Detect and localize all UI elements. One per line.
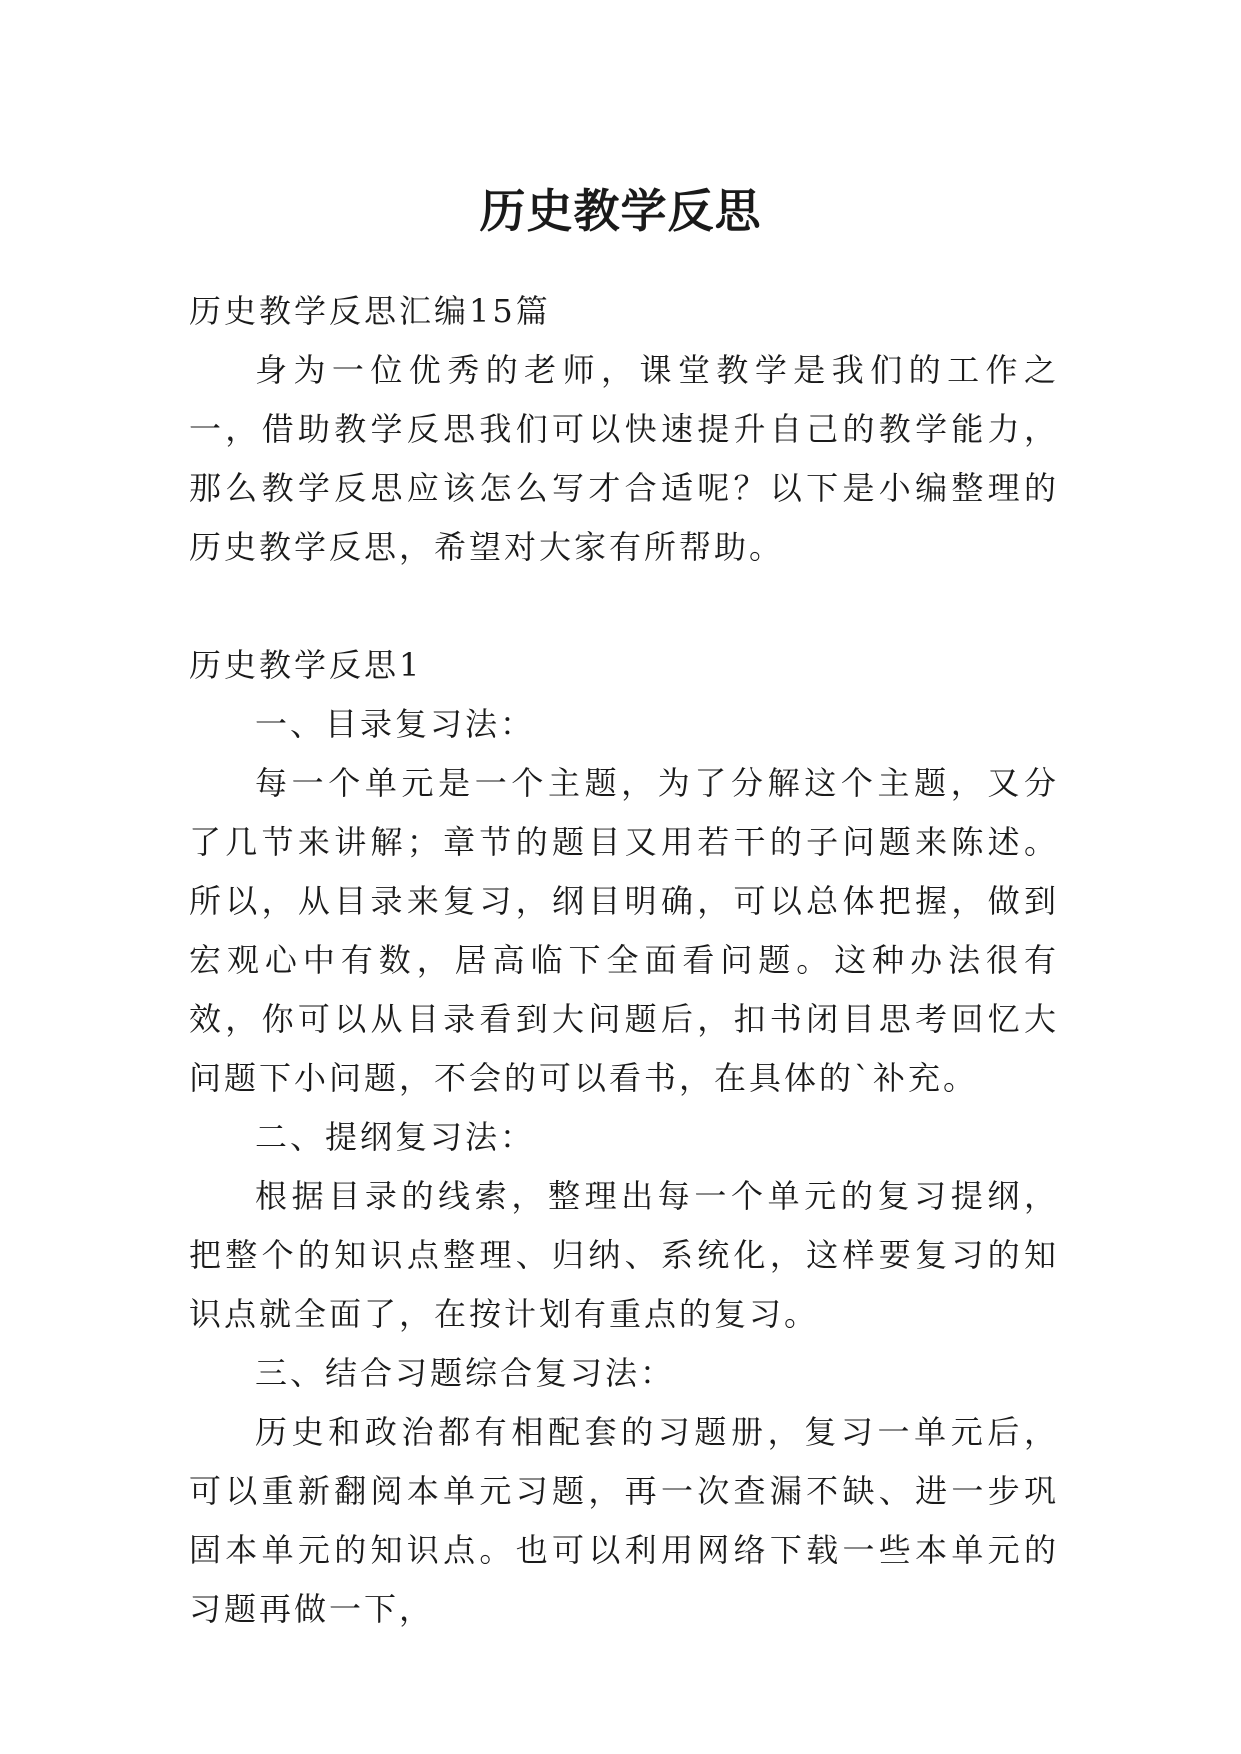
paragraph: 历史和政治都有相配套的习题册，复习一单元后，可以重新翻阅本单元习题，再一次查漏不缺、进一步巩固本单元的知识点。也可以利用网络下载一些本单元的习题再做一下， [189, 1413, 1059, 1628]
paragraph: 二、提纲复习法： [255, 1118, 536, 1156]
document-title: 历史教学反思 [479, 183, 762, 238]
paragraph: 历史教学反思汇编15篇 [189, 292, 551, 330]
paragraph: 每一个单元是一个主题，为了分解这个主题，又分了几节来讲解；章节的题目又用若干的子问题来陈述。所以，从目录来复习，纲目明确，可以总体把握，做到宏观心中有数，居高临下全面看问题。这种办法很有效，你可以从目录看到大问题后，扣书闭目思考回忆大问题下小问题，不会的可以看书，在具体的`补充。 [189, 764, 1059, 1097]
paragraph: 三、结合习题综合复习法： [255, 1354, 676, 1392]
paragraph: 历史教学反思1 [189, 646, 423, 684]
paragraph: 身为一位优秀的老师，课堂教学是我们的工作之一，借助教学反思我们可以快速提升自己的教学能力，那么教学反思应该怎么写才合适呢？以下是小编整理的历史教学反思，希望对大家有所帮助。 [189, 351, 1059, 566]
paragraph: 根据目录的线索，整理出每一个单元的复习提纲，把整个的知识点整理、归纳、系统化，这样要复习的知识点就全面了，在按计划有重点的复习。 [189, 1177, 1059, 1333]
paragraph: 一、目录复习法： [255, 705, 536, 743]
document-body [189, 282, 1059, 1639]
